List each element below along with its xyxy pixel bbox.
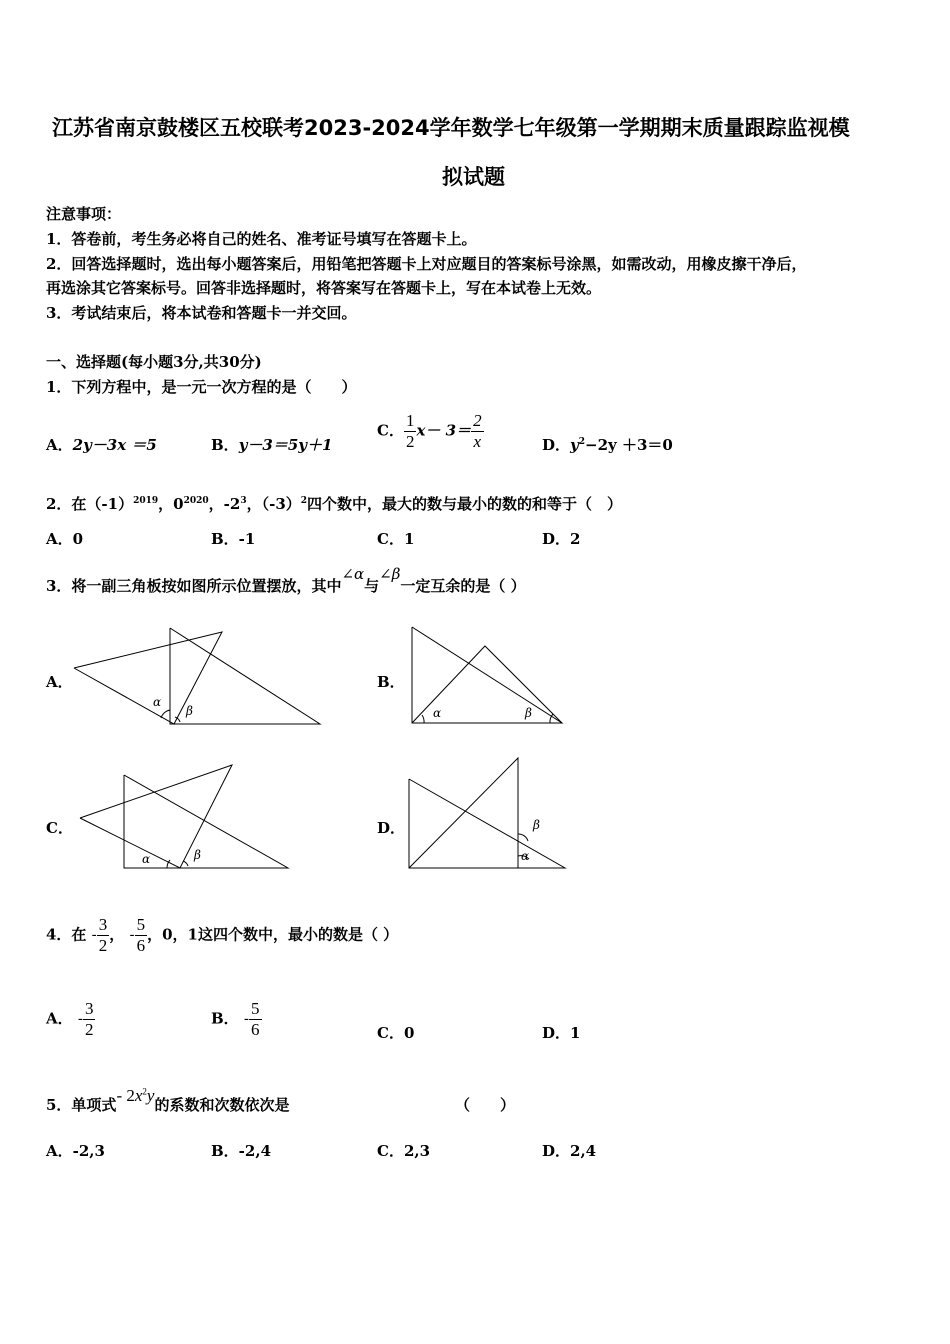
q1-c-fraction-1	[404, 411, 417, 452]
q5-option-c: C．2,3	[377, 1142, 431, 1160]
q4-sep: ，	[109, 925, 125, 944]
q3-figure-d	[405, 754, 570, 872]
q4-option-a	[46, 999, 95, 1040]
q3-d-alpha: α	[521, 849, 530, 863]
q5-mono-x: x	[134, 1086, 143, 1105]
q3-s1: 3．将一副三角板按如图所示位置摆放，其中	[46, 577, 342, 595]
q1-c-den2: x	[473, 432, 482, 451]
q4-n2-sign: -	[129, 925, 135, 944]
q1-d-y: y	[570, 436, 579, 454]
q4-b-num: 5	[251, 999, 260, 1018]
q4-n2-den: 6	[136, 936, 146, 955]
q1-b-text: y－3＝5y＋1	[238, 436, 333, 454]
q5-option-d: D．2,4	[542, 1142, 597, 1160]
q1-option-c	[377, 411, 484, 452]
q4-a-num: 3	[84, 999, 94, 1018]
q4-b-sign: -	[243, 1009, 249, 1028]
q2-e1: 2019	[133, 496, 159, 506]
q1-b-label: B．	[211, 436, 239, 454]
q3-a-beta: β	[186, 704, 193, 718]
q1-option-a	[46, 434, 157, 455]
q4-b-label: B．	[211, 1009, 239, 1028]
q4-fraction-1	[97, 915, 110, 956]
q4-option-d: D．1	[542, 1024, 581, 1042]
notes-item-2a: 2．回答选择题时，选出每小题答案后，用铅笔把答题卡上对应题目的答案标号涂黑，如需改动，用橡皮擦干净后，	[46, 255, 807, 273]
q2-option-a: A．0	[46, 530, 84, 548]
q2-s2: ，0	[158, 495, 184, 513]
q1-stem: 1．下列方程中，是一元一次方程的是（ ）	[46, 378, 357, 396]
q3-b-alpha: α	[433, 706, 442, 720]
q2-s4: ，（-3）	[246, 495, 301, 513]
q4-s1: 4．在	[46, 925, 87, 944]
q3-option-c-label: C．	[46, 819, 73, 837]
q2-s3: ，-2	[208, 495, 241, 513]
q1-c-fraction-2	[471, 411, 484, 452]
q3-beta: ∠β	[379, 565, 401, 583]
q3-s3: 一定互余的是（ ）	[400, 577, 526, 595]
section-heading: 一、选择题(每小题3分,共30分)	[46, 353, 262, 371]
q3-a-alpha: α	[153, 695, 162, 709]
q5-s1: 5．单项式	[46, 1096, 117, 1114]
notes-item-1: 1．答卷前，考生务必将自己的姓名、准考证号填写在答题卡上。	[46, 230, 477, 248]
title-line-1: 江苏省南京鼓楼区五校联考2023-2024学年数学七年级第一学期期末质量跟踪监视模	[52, 116, 850, 140]
q1-a-label: A．	[46, 436, 73, 454]
q4-option-c: C．0	[377, 1024, 415, 1042]
q2-s5: 四个数中，最大的数与最小的数的和等于（ ）	[307, 495, 623, 513]
q2-s1: 2．在（-1）	[46, 495, 134, 513]
q1-c-mid: x－ 3＝	[416, 421, 472, 440]
q4-a-label: A．	[46, 1009, 73, 1028]
q3-c-alpha: α	[142, 852, 151, 866]
q3-b-beta: β	[525, 706, 532, 720]
q4-stem	[46, 915, 398, 956]
q1-option-d	[542, 434, 673, 455]
q2-stem	[46, 493, 622, 514]
q1-option-b	[211, 434, 332, 455]
q3-figure-b	[405, 622, 570, 730]
q4-fraction-2	[135, 915, 148, 956]
q4-a-sign: -	[77, 1009, 83, 1028]
q5-s2: 的系数和次数依次是	[154, 1096, 290, 1114]
q3-option-d-label: D．	[377, 819, 406, 837]
title-line-2: 拟试题	[442, 165, 505, 189]
notes-item-3: 3．考试结束后，将本试卷和答题卡一并交回。	[46, 304, 357, 322]
q4-n1-den: 2	[98, 936, 108, 955]
q5-option-b: B．-2,4	[211, 1142, 272, 1160]
q4-a-fraction	[83, 999, 96, 1040]
q2-e3: 3	[240, 496, 247, 506]
q5-paren: （ ）	[455, 1096, 516, 1114]
q4-b-den: 6	[251, 1020, 260, 1039]
q1-d-rest: −2y ＋3＝0	[585, 436, 673, 454]
q2-option-c: C．1	[377, 530, 415, 548]
q1-c-label: C．	[377, 421, 404, 440]
q5-mono-coef: - 2	[116, 1086, 135, 1105]
q4-n1-num: 3	[98, 915, 108, 934]
q2-e2: 2020	[183, 496, 209, 506]
q1-c-num: 1	[405, 411, 415, 430]
q2-e4: 2	[300, 496, 308, 506]
notes-heading: 注意事项：	[46, 205, 122, 223]
q3-s2: 与	[364, 577, 380, 595]
q4-s2: ，0，1这四个数中，最小的数是（ ）	[147, 925, 399, 944]
q3-option-b-label: B．	[377, 673, 405, 691]
q4-n1-sign: -	[91, 925, 97, 944]
q3-d-beta: β	[533, 818, 540, 832]
q4-option-b	[211, 999, 262, 1040]
q3-c-beta: β	[194, 848, 201, 862]
q2-option-d: D．2	[542, 530, 581, 548]
q5-option-a: A．-2,3	[46, 1142, 105, 1160]
q1-c-num2: 2	[473, 411, 482, 430]
q3-figure-c	[74, 760, 294, 872]
q2-option-b: B．-1	[211, 530, 256, 548]
q3-stem	[46, 565, 526, 596]
notes-item-2b: 再选涂其它答案标号。回答非选择题时，将答案写在答题卡上，写在本试卷上无效。	[46, 279, 602, 297]
q4-a-den: 2	[84, 1020, 94, 1039]
q3-option-a-label: A．	[46, 673, 73, 691]
q1-c-den: 2	[405, 432, 415, 451]
q5-mono-exp: 2	[142, 1086, 147, 1097]
q5-monomial	[116, 1086, 154, 1105]
q1-d-exp: 2	[578, 437, 585, 447]
q4-b-fraction	[249, 999, 262, 1040]
q3-figure-a	[70, 622, 330, 732]
q5-stem	[46, 1086, 290, 1115]
q5-mono-y: y	[146, 1086, 155, 1105]
q1-a-text: 2y－3x ＝5	[72, 436, 157, 454]
q3-alpha: ∠α	[341, 565, 365, 583]
q4-n2-num: 5	[136, 915, 146, 934]
q1-d-label: D．	[542, 436, 571, 454]
